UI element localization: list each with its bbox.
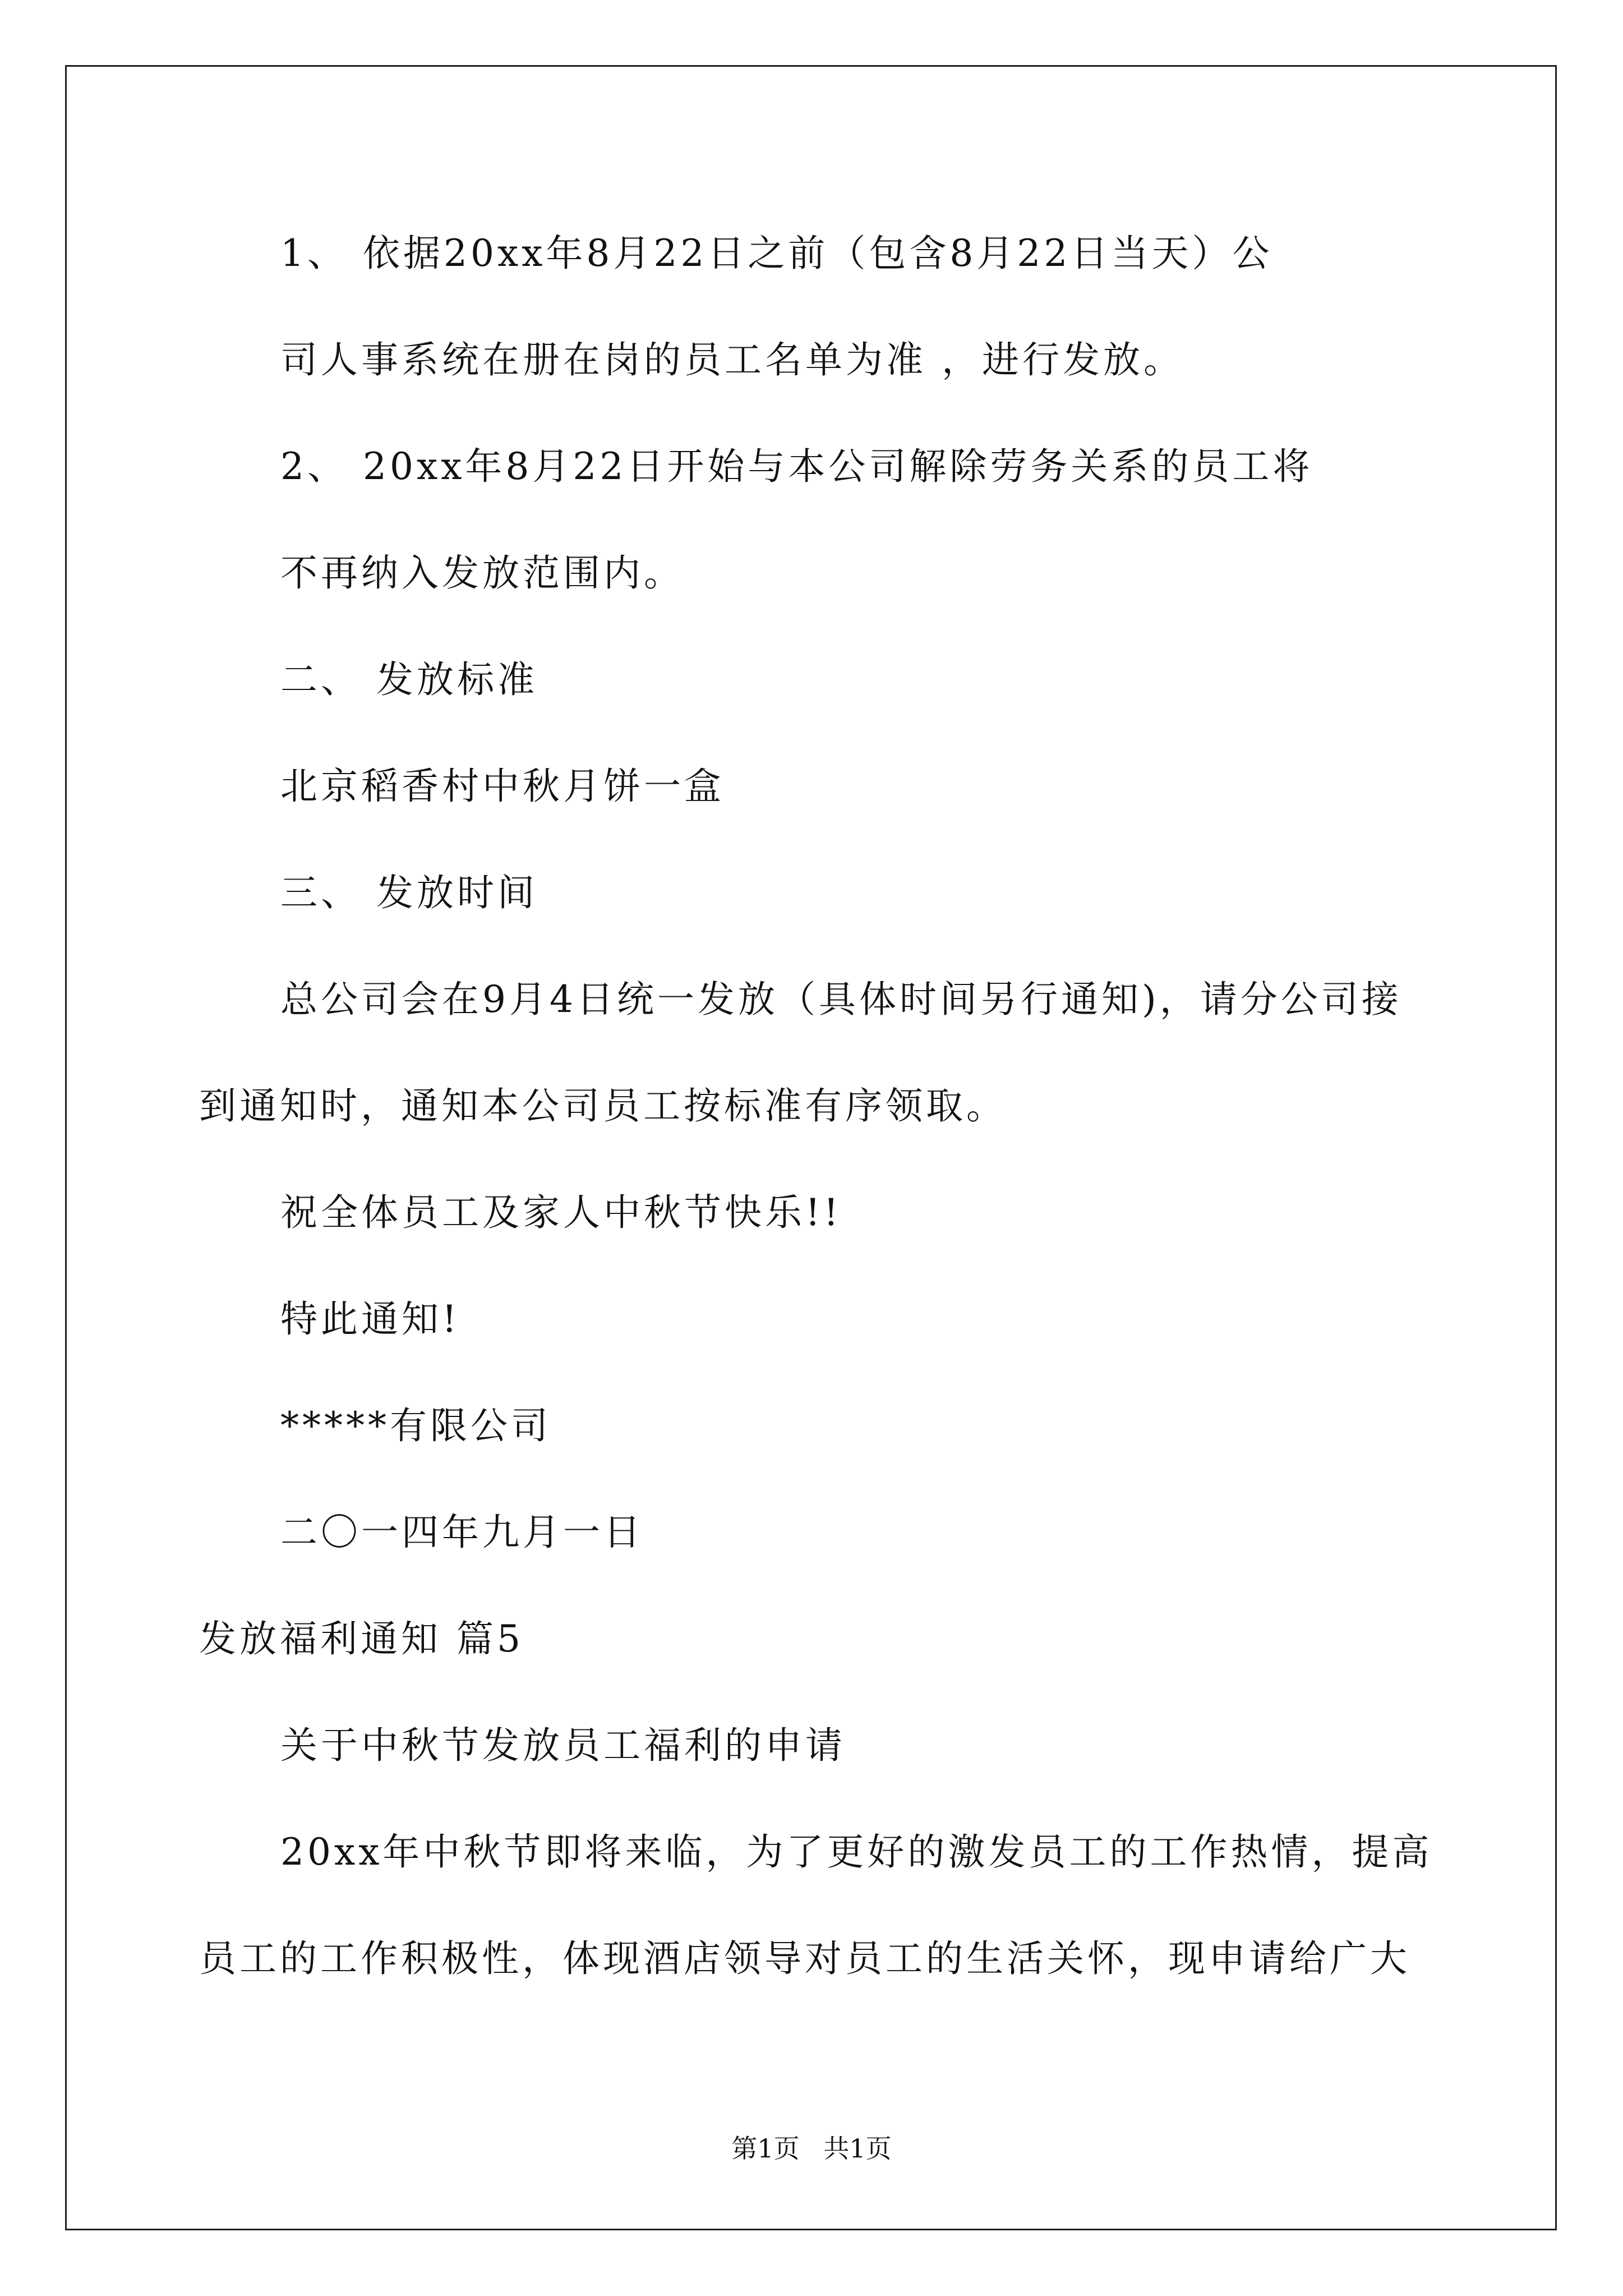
body-line: 员工的工作积极性，体现酒店领导对员工的生活关怀，现申请给广大 bbox=[199, 1937, 1410, 1980]
body-line: 特此通知! bbox=[280, 1297, 460, 1341]
page-total: 共1页 bbox=[823, 2133, 892, 2164]
body-line: 总公司会在9月4日统一发放（具体时间另行通知)，请分公司接 bbox=[280, 978, 1402, 1021]
body-line: 1、 依据20xx年8月22日之前（包含8月22日当天）公 bbox=[280, 232, 1273, 275]
signature-date: 二〇一四年九月一日 bbox=[280, 1511, 644, 1554]
body-line: 北京稻香村中秋月饼一盒 bbox=[280, 765, 725, 808]
body-line: 不再纳入发放范围内。 bbox=[280, 551, 684, 595]
page-footer bbox=[0, 2132, 1623, 2165]
body-line: 祝全体员工及家人中秋节快乐!! bbox=[280, 1191, 842, 1234]
body-line: 2、 20xx年8月22日开始与本公司解除劳务关系的员工将 bbox=[280, 445, 1313, 488]
body-line: 20xx年中秋节即将来临，为了更好的激发员工的工作热情，提高 bbox=[280, 1830, 1433, 1874]
article-subtitle: 关于中秋节发放员工福利的申请 bbox=[280, 1724, 846, 1767]
section-heading: 二、 发放标准 bbox=[280, 658, 538, 701]
signature-company: *****有限公司 bbox=[280, 1404, 551, 1447]
section-heading: 三、 发放时间 bbox=[280, 871, 538, 914]
body-line: 司人事系统在册在岗的员工名单为准 ，进行发放。 bbox=[280, 338, 1184, 381]
page-border bbox=[65, 65, 1557, 2230]
article-title: 发放福利通知 篇5 bbox=[199, 1617, 524, 1660]
page-number: 第1页 bbox=[731, 2133, 800, 2164]
body-line: 到通知时，通知本公司员工按标准有序领取。 bbox=[199, 1084, 1007, 1128]
